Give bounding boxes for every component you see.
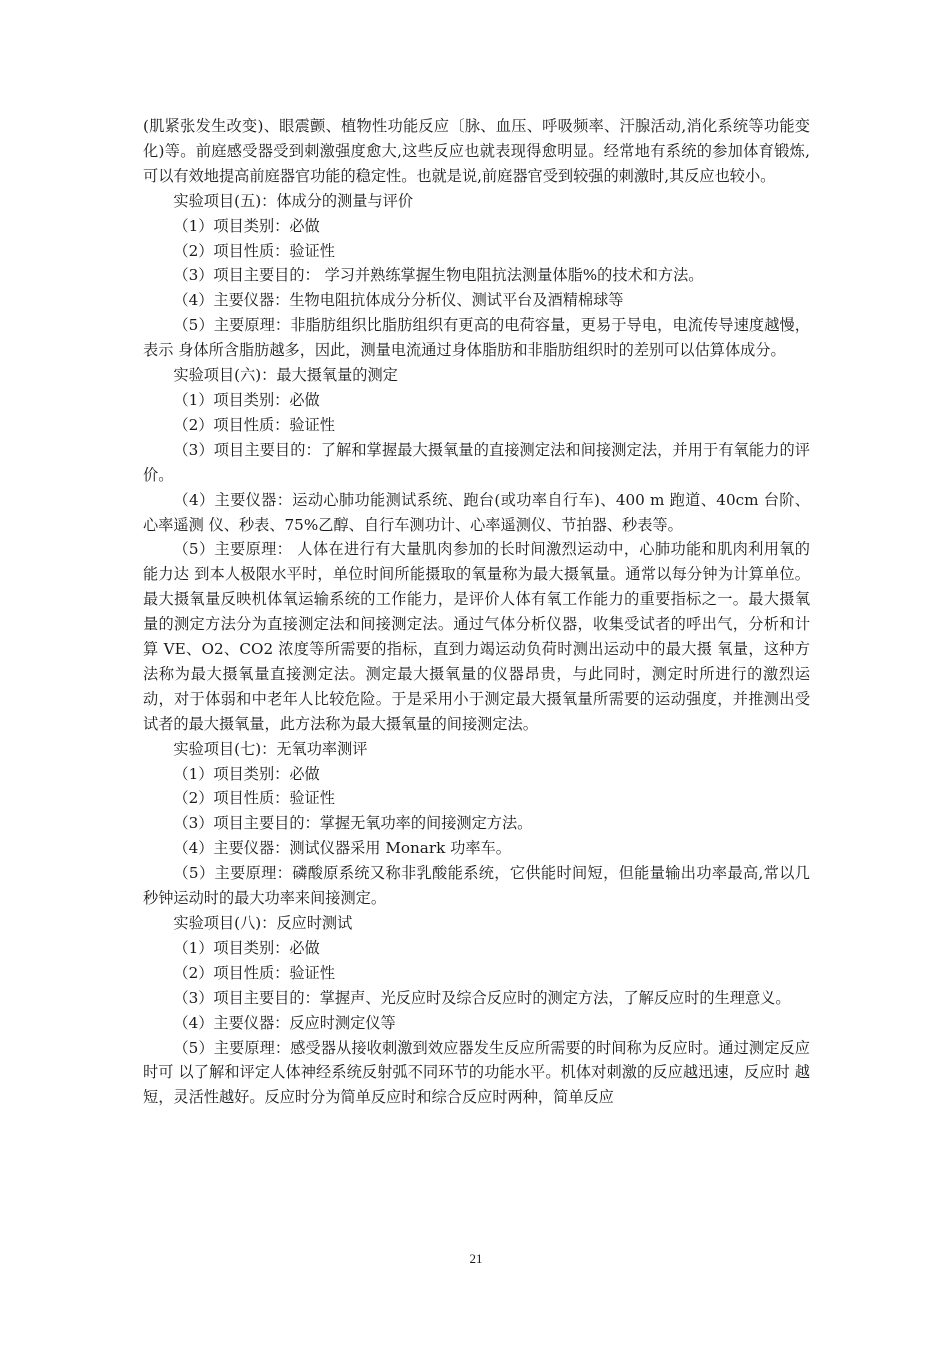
list-item: （2）项目性质：验证性 <box>173 415 335 434</box>
list-item: （1）项目类别：必做 <box>173 216 320 235</box>
list-item: （4）主要仪器：运动心肺功能测试系统、跑台(或功率自行车)、400 m 跑道、40cm 台阶、心率遥测 仪、秒表、75%乙醇、自行车测功计、心率遥测仪、节拍器、秒表等。 <box>143 490 810 534</box>
page-number: 21 <box>469 1251 483 1266</box>
list-item: （1）项目类别：必做 <box>173 390 320 409</box>
list-item: （1）项目类别：必做 <box>173 764 320 783</box>
list-item: （3）项目主要目的： 学习并熟练掌握生物电阻抗法测量体脂%的技术和方法。 <box>173 266 704 285</box>
list-item: （3）项目主要目的：掌握无氧功率的间接测定方法。 <box>173 814 533 833</box>
list-item: （5）主要原理： 人体在进行有大量肌肉参加的长时间激烈运动中，心肺功能和肌肉利用氧的能力达 到本人极限水平时，单位时间所能摄取的氧量称为最大摄氧量。通常以每分钟为计算单位。最大摄氧量反映机体氧运输系统的工作能力，是评价人体有氧工作能力的重要指标之一。最大摄氧量的测定方法分为直接测定法和间接测定法。通过气体分析仪器，收集受试者的呼出气，分析和计算 VE、O2、CO2 浓度等所需要的指标，直到力竭运动负荷时测出运动中的最大摄 氧量，这种方法称为最大摄氧量直接测定法。测定最大摄氧量的仪器昂贵，与此同时，测定时所进行的激烈运动，对于体弱和中老年人比较危险。于是采用小于测定最大摄氧量所需要的运动强度，并推测出受试者的最大摄氧量，此方法称为最大摄氧量的间接测定法。 <box>143 540 810 733</box>
list-item: （1）项目类别：必做 <box>173 938 320 957</box>
body-text <box>143 114 810 1110</box>
list-item: （4）主要仪器：测试仪器采用 Monark 功率车。 <box>173 839 511 858</box>
list-item: （5）主要原理：磷酸原系统又称非乳酸能系统，它供能时间短，但能量输出功率最高,常以几秒钟运动时的最大功率来间接测定。 <box>143 864 810 908</box>
list-item: （4）主要仪器：反应时测定仪等 <box>173 1013 396 1032</box>
section-heading: 实验项目(五)：体成分的测量与评价 <box>173 191 414 210</box>
list-item: （3）项目主要目的：了解和掌握最大摄氧量的直接测定法和间接测定法，并用于有氧能力的评价。 <box>143 440 810 484</box>
list-item: （5）主要原理：感受器从接收刺激到效应器发生反应所需要的时间称为反应时。通过测定反应时可 以了解和评定人体神经系统反射弧不同环节的功能水平。机体对刺激的反应越迅速，反应时 越短，灵活性越好。反应时分为简单反应时和综合反应时两种，简单反应 <box>143 1038 810 1107</box>
list-item: （2）项目性质：验证性 <box>173 963 335 982</box>
section-heading: 实验项目(七)：无氧功率测评 <box>173 739 368 758</box>
list-item: （2）项目性质：验证性 <box>173 789 335 808</box>
section-heading: 实验项目(六)：最大摄氧量的测定 <box>173 366 398 385</box>
paragraph: (肌紧张发生改变)、眼震颤、植物性功能反应〔脉、血压、呼吸频率、汗腺活动,消化系统等功能变化)等。前庭感受器受到刺激强度愈大,这些反应也就表现得愈明显。经常地有系统的参加体育锻炼,可以有效地提高前庭器官功能的稳定性。也就是说,前庭器官受到较强的刺激时,其反应也较小。 <box>143 117 810 185</box>
list-item: （3）项目主要目的：掌握声、光反应时及综合反应时的测定方法，了解反应时的生理意义。 <box>173 988 791 1007</box>
list-item: （5）主要原理：非脂肪组织比脂肪组织有更高的电荷容量，更易于导电，电流传导速度越慢，表示 身体所含脂肪越多，因此，测量电流通过身体脂肪和非脂肪组织时的差别可以估算体成分。 <box>143 316 810 360</box>
list-item: （2）项目性质：验证性 <box>173 241 335 260</box>
section-heading: 实验项目(八)：反应时测试 <box>173 914 353 932</box>
list-item: （4）主要仪器：生物电阻抗体成分分析仪、测试平台及酒精棉球等 <box>173 291 624 310</box>
